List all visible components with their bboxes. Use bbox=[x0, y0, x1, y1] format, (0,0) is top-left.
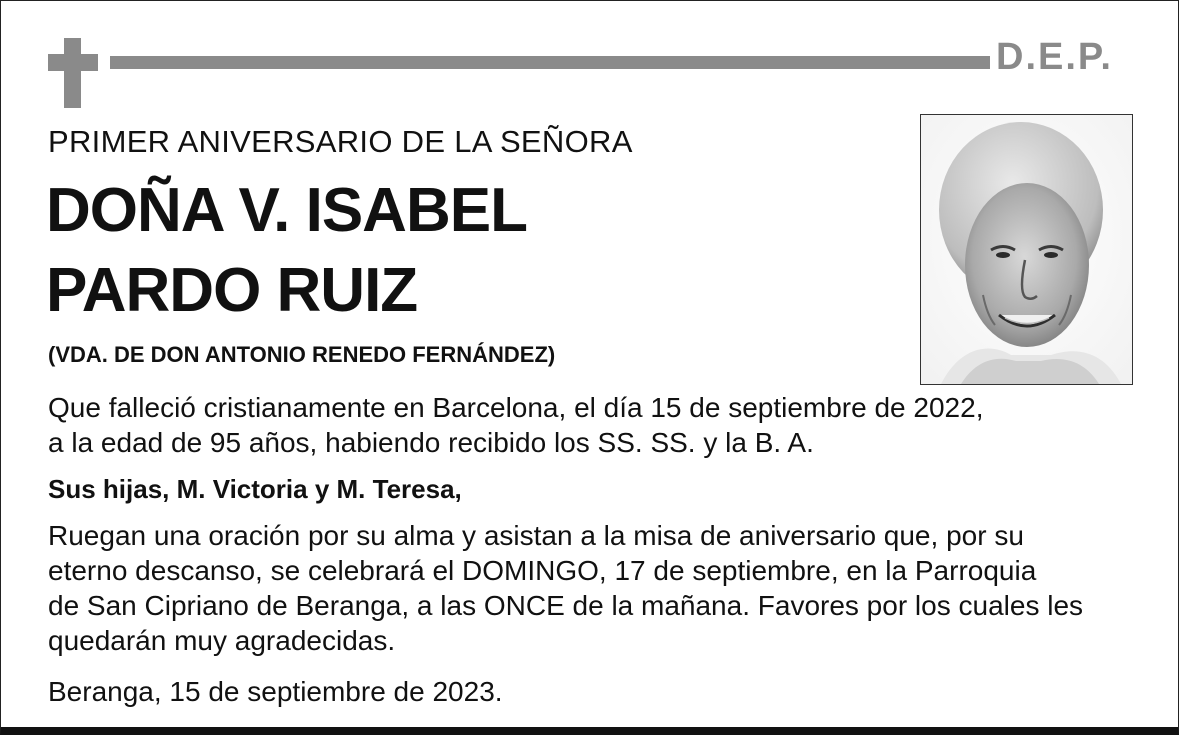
mass-invitation-line: eterno descanso, se celebrará el DOMINGO, 17 de septiembre, en la Parroquia bbox=[48, 555, 1037, 586]
dep-label: D.E.P. bbox=[996, 36, 1113, 78]
cross-icon bbox=[64, 38, 81, 108]
deceased-name-line1: DOÑA V. ISABEL bbox=[46, 176, 527, 245]
widow-of-line: (VDA. DE DON ANTONIO RENEDO FERNÁNDEZ) bbox=[48, 342, 556, 367]
mass-invitation bbox=[48, 518, 1138, 658]
death-details-line: a la edad de 95 años, habiendo recibido los SS. SS. y la B. A. bbox=[48, 427, 814, 458]
mass-invitation-line: Ruegan una oración por su alma y asistan a la misa de aniversario que, por su bbox=[48, 520, 1024, 551]
death-details bbox=[48, 390, 1138, 460]
death-details-line: Que falleció cristianamente en Barcelona, el día 15 de septiembre de 2022, bbox=[48, 392, 984, 423]
deceased-name-line2: PARDO RUIZ bbox=[46, 256, 418, 325]
family-line: Sus hijas, M. Victoria y M. Teresa, bbox=[48, 474, 462, 504]
place-date: Beranga, 15 de septiembre de 2023. bbox=[48, 676, 503, 707]
cross-icon-bar bbox=[48, 54, 98, 71]
anniversary-pretitle: PRIMER ANIVERSARIO DE LA SEÑORA bbox=[48, 124, 633, 159]
header-rule bbox=[110, 56, 990, 69]
portrait-photo bbox=[920, 114, 1133, 385]
mass-invitation-line: quedarán muy agradecidas. bbox=[48, 625, 396, 656]
mass-invitation-line: de San Cipriano de Beranga, a las ONCE de la mañana. Favores por los cuales les bbox=[48, 590, 1084, 621]
